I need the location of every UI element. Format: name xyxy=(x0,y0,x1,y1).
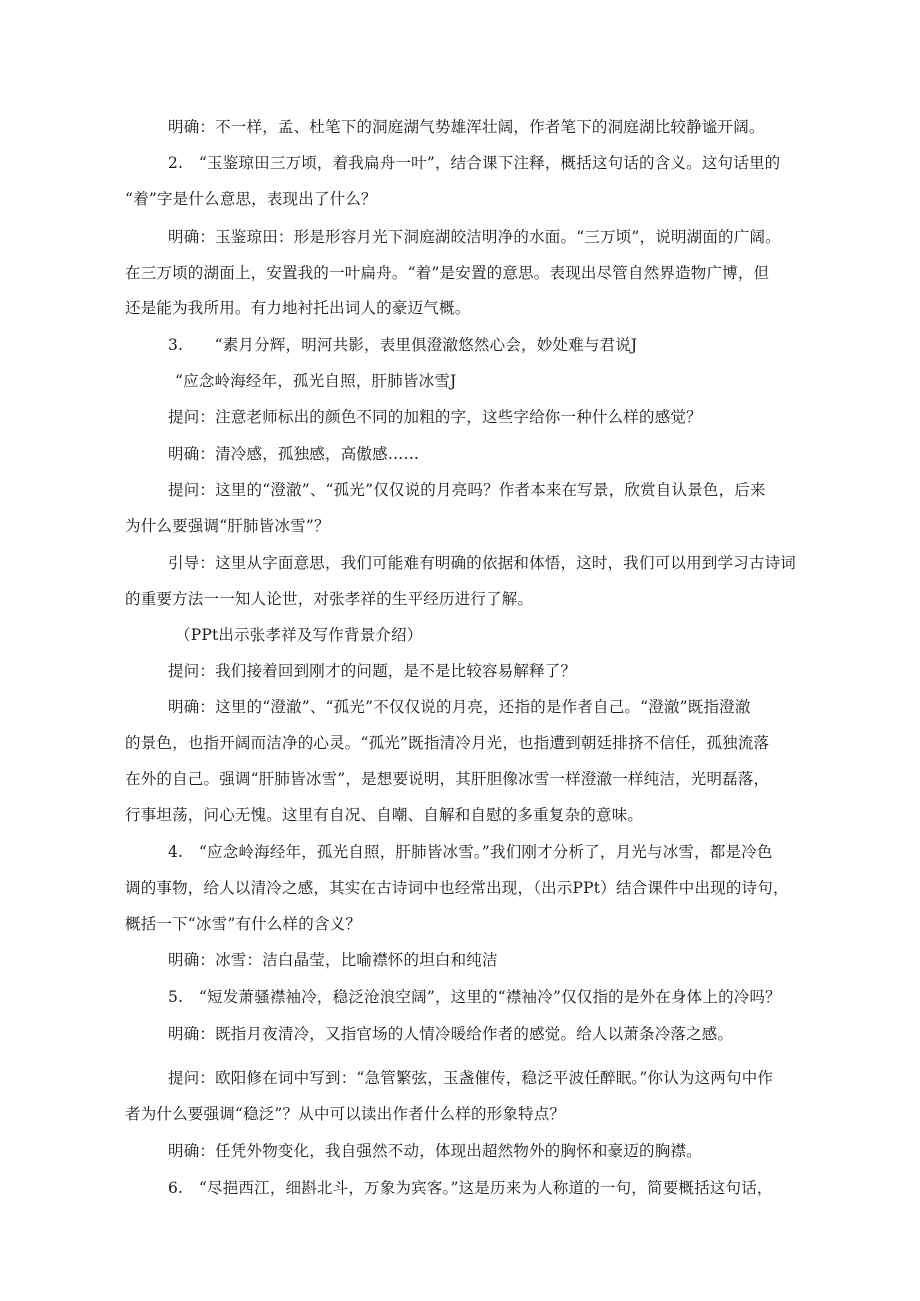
question-3-quote-1: 3. “素月分辉，明河共影，表里俱澄澈悠然心会，妙处难与君说J xyxy=(168,336,638,354)
answer-3c-line-3: 在外的自己。强调“肝肺皆冰雪”，是想要说明，其肝胆像冰雪一样澄澈一样纯洁，光明磊落， xyxy=(125,770,770,788)
question-5b-line-2: 者为什么要强调“稳泛”？从中可以读出作者什么样的形象特点？ xyxy=(125,1105,566,1123)
answer-2-line-1: 明确：玉鉴琼田：形是形容月光下洞庭湖皎洁明净的水面。“三万顷”，说明湖面的广阔。 xyxy=(168,228,781,246)
ppt-note: （PPt出示张孝祥及写作背景介绍） xyxy=(175,626,423,644)
question-4-line-1: 4. “应念岭海经年，孤光自照，肝肺皆冰雪。”我们刚才分析了，月光与冰雪，都是冷色 xyxy=(168,843,773,861)
answer-3c-line-1: 明确：这里的“澄澈”、“孤光”不仅仅说的月亮，还指的是作者自己。“澄澈”既指澄澈 xyxy=(168,698,751,716)
answer-line-1: 明确：不一样，孟、杜笔下的洞庭湖气势雄浑壮阔，作者笔下的洞庭湖比较静谧开阔。 xyxy=(168,118,765,136)
guide-line-2: 的重要方法一一知人论世，对张孝祥的生平经历进行了解。 xyxy=(125,590,534,608)
question-3-quote-2: “应念岭海经年，孤光自照，肝肺皆冰雪J xyxy=(175,372,457,390)
answer-2-line-3: 还是能为我所用。有力地衬托出词人的豪迈气概。 xyxy=(125,299,471,317)
question-5-line-1: 5. “短发萧骚襟袖冷，稳泛沧浪空阔”，这里的“襟袖冷”仅仅指的是外在身体上的冷吗？ xyxy=(168,988,781,1006)
answer-4-line-1: 明确：冰雪：洁白晶莹，比喻襟怀的坦白和纯洁 xyxy=(168,951,498,969)
question-3-prompt: 提问：注意老师标出的颜色不同的加粗的字，这些字给你一种什么样的感觉？ xyxy=(168,408,702,426)
answer-5b-line-1: 明确：任凭外物变化，我自强然不动，体现出超然物外的胸怀和豪迈的胸襟。 xyxy=(168,1142,702,1160)
answer-5-line-1: 明确：既指月夜清冷，又指官场的人情冷暖给作者的感觉。给人以萧条冷落之感。 xyxy=(168,1025,734,1043)
question-3b-line-2: 为什么要强调“肝肺皆冰雪”？ xyxy=(125,517,330,535)
answer-3c-line-2: 的景色，也指开阔而洁净的心灵。“孤光”既指清冷月光，也指遭到朝廷排挤不信任，孤独流落 xyxy=(125,734,770,752)
question-4-line-2: 调的事物，给人以清冷之感，其实在古诗词中也经常出现，（出示PPt）结合课件中出现的诗句， xyxy=(125,879,789,897)
answer-2-line-2: 在三万顷的湖面上，安置我的一叶扁舟。“着”是安置的意思。表现出尽管自然界造物广博，但 xyxy=(125,264,770,282)
guide-line-1: 引导：这里从字面意思，我们可能难有明确的依据和体悟，这时，我们可以用到学习古诗词 xyxy=(168,554,797,572)
question-6-line-1: 6. “尽挹西江，细斟北斗，万象为宾客。”这是历来为人称道的一句，简要概括这句话， xyxy=(168,1179,773,1197)
question-4-line-3: 概括一下“冰雪”有什么样的含义？ xyxy=(125,915,362,933)
question-3c-line-1: 提问：我们接着回到刚才的问题，是不是比较容易解释了？ xyxy=(168,662,577,680)
question-2-line-1: 2. “玉鉴琼田三万顷，着我扁舟一叶”，结合课下注释，概括这句话的含义。这句话里的 xyxy=(168,154,781,172)
question-3b-line-1: 提问：这里的“澄澈”、“孤光”仅仅说的月亮吗？作者本来在写景，欣赏自认景色，后来 xyxy=(168,481,766,499)
answer-3-line-1: 明确：清冷感，孤独感，高傲感…… xyxy=(168,445,420,463)
answer-3c-line-4: 行事坦荡，问心无愧。这里有自况、自嘲、自解和自慰的多重复杂的意味。 xyxy=(125,806,644,824)
question-5b-line-1: 提问：欧阳修在词中写到：“急管繁弦，玉盏催传，稳泛平波任醉眠。”你认为这两句中作 xyxy=(168,1069,774,1087)
question-2-line-2: “着”字是什么意思，表现出了什么？ xyxy=(125,190,377,208)
